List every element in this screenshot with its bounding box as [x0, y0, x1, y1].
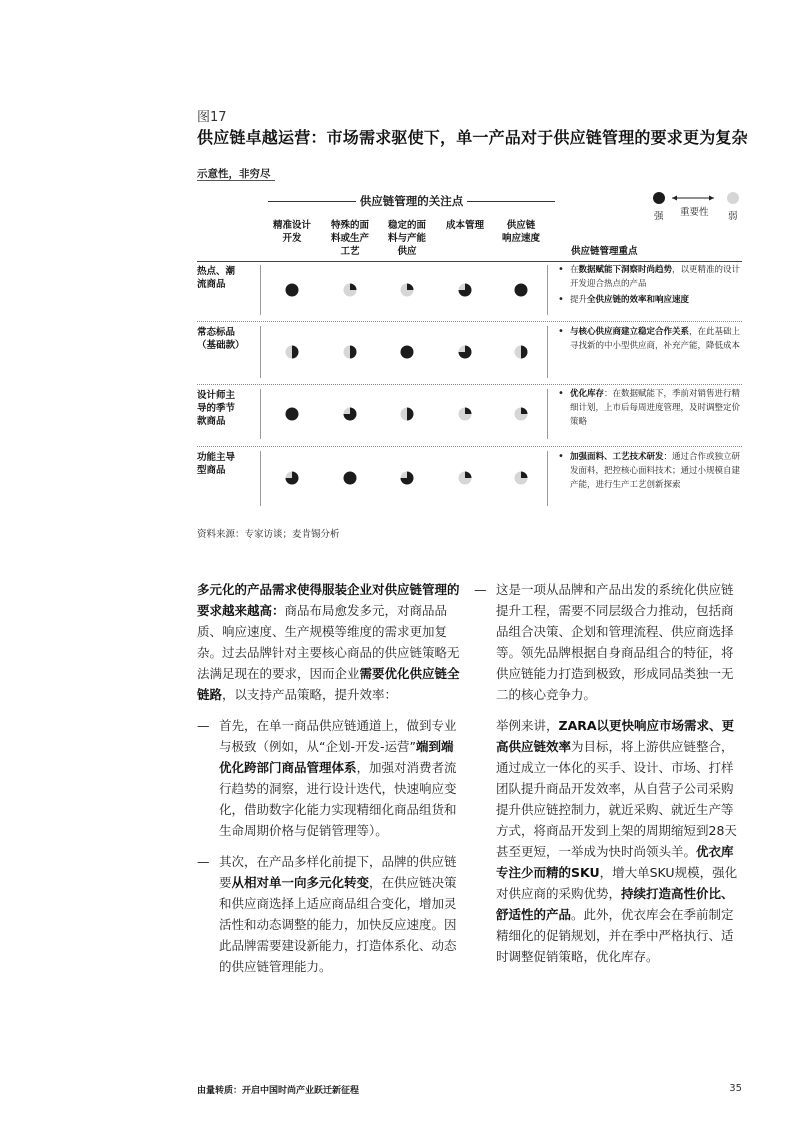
harvey-ball [459, 284, 472, 297]
col-header-line: 工艺 [340, 246, 360, 257]
para-text: ，增大单SKU规模，强化对供应商的采购优势， [496, 865, 738, 901]
note-text: 在 [570, 265, 579, 275]
example-paragraph [474, 715, 744, 967]
item-emphasis: 端到端优化跨部门商品管理体系 [219, 739, 454, 775]
col-header-line: 响应速度 [501, 233, 540, 244]
figure-source: 资料来源：专家访谈；麦肯锡分析 [197, 529, 340, 540]
footer-title: 由量转质：开启中国时尚产业跃迁新征程 [197, 1086, 360, 1096]
row-label-line: 常态标品 [197, 327, 236, 338]
note-bullet [556, 293, 746, 307]
col-header-line: 成本管理 [445, 220, 484, 231]
item-text: 这是一项从品牌和产品出发的系统化供应链提升工程，需要不同层级合力推动，包括商品组合决策、企划和管理流程、供应商选择等。领先品牌根据自身商品组合的特征，将供应链能力打造到极致，形成同品类独一无二的核心竞争力。 [496, 582, 734, 702]
left-column [197, 579, 463, 977]
row-label-line: 款商品 [197, 416, 226, 427]
col-header-line: 供应 [397, 246, 417, 257]
note-emphasis: 优化库存 [570, 389, 605, 399]
note-emphasis: 全供应链的效率和响应速度 [587, 295, 690, 305]
item-text: 其次，在产品多样化前提下，品牌的供应链要 [219, 854, 457, 890]
para-text: 。此外，优衣库会在季前制定精细化的促销规划，并在季中严格执行、适时调整促销策略，优化库存。 [496, 907, 734, 964]
legend-weak-label: 弱 [728, 211, 738, 222]
para-emphasis: 持续打造高性价比、舒适性的产品 [496, 886, 734, 922]
row-notes-basic [556, 325, 746, 353]
harvey-ball [286, 408, 299, 421]
harvey-ball [459, 346, 472, 359]
note-text: ，以更精准的设计开发迎合热点的产品 [570, 265, 741, 289]
page-number: 35 [729, 1083, 742, 1094]
harvey-ball [344, 472, 357, 485]
note-text: ：在数据赋能下，季前对销售进行精细计划，上市后每周进度管理，及时调整定价策略 [570, 389, 741, 427]
row-notes-functional [556, 450, 746, 492]
harvey-ball [344, 284, 357, 297]
harvey-ball [515, 408, 528, 421]
note-bullet [556, 387, 746, 429]
intro-text: 商品布局愈发多元，对商品品质、响应速度、生产规模等维度的需求更加复杂。过去品牌针对主要核心商品的供应链策略无法满足现在的要求，因而企业 [197, 603, 460, 681]
col-header-line: 供应链 [506, 220, 536, 231]
note-emphasis: 数据赋能下洞察时尚趋势 [578, 265, 673, 275]
list-item-third [474, 579, 744, 705]
figure-label: 图17 [197, 110, 227, 125]
dash-marker: — [474, 582, 487, 597]
note-bullet [556, 263, 746, 291]
figure-subtitle: 示意性，非穷尽 [197, 168, 271, 180]
right-column [474, 579, 744, 967]
row-label-line: 功能主导 [197, 452, 236, 463]
row-label-line: 导的季节 [197, 403, 236, 414]
note-emphasis: 加强面料、工艺技术研发 [570, 452, 664, 462]
intro-emphasis: 多元化的产品需求使得服装企业对供应链管理的要求越来越高： [197, 582, 460, 618]
harvey-ball [459, 472, 472, 485]
para-text: 为目标，将上游供应链整合，通过成立一体化的买手、设计、市场、打样团队提升商品开发效率，从自营子公司采购提升供应链控制力，就近采购、就近生产等方式，将商品开发到上架的周期缩短到28天甚至更短，一举成为快时尚领头羊。 [496, 739, 737, 859]
harvey-ball [515, 472, 528, 485]
list-item-first [197, 715, 463, 841]
legend-strong-label: 强 [654, 211, 664, 222]
notes-header: 供应链管理重点 [571, 246, 638, 257]
note-bullet [556, 325, 746, 353]
harvey-ball [401, 346, 414, 359]
para-text: 举例来讲， [496, 718, 559, 733]
harvey-ball [286, 284, 299, 297]
note-text: 提升 [570, 295, 588, 305]
harvey-ball [515, 284, 528, 297]
para-emphasis: ZARA以更快响应市场需求、更高供应链效率 [496, 718, 735, 754]
row-label-line: 设计师主 [197, 390, 236, 401]
list-item-second [197, 851, 463, 977]
item-text: ，在供应链决策和供应商选择上适应商品组合变化，增加灵活性和动态调整的能力，加快反应速度。因此品牌需要建设新能力，打造体系化、动态的供应链管理能力。 [219, 875, 457, 974]
note-text: ，在此基础上寻找新的中小型供应商，补充产能，降低成本 [570, 327, 741, 351]
figure-title: 供应链卓越运营：市场需求驱使下，单一产品对于供应链管理的要求更为复杂 [197, 128, 748, 147]
harvey-ball [401, 408, 414, 421]
harvey-ball [401, 284, 414, 297]
intro-emphasis: 需要优化供应链全链路 [197, 666, 460, 702]
harvey-ball [344, 408, 357, 421]
harvey-ball [344, 346, 357, 359]
row-notes-designer [556, 387, 746, 429]
col-header-line: 料或生产 [330, 233, 369, 244]
dash-marker: — [197, 854, 210, 869]
harvey-ball [401, 472, 414, 485]
note-bullet [556, 450, 746, 492]
dash-marker: — [197, 718, 210, 733]
row-label-line: （基础款） [197, 340, 245, 351]
row-label-line: 热点、潮 [197, 266, 236, 277]
row-label-line: 流商品 [197, 279, 226, 290]
note-emphasis: 与核心供应商建立稳定合作关系 [570, 327, 690, 337]
row-label-line: 型商品 [197, 465, 226, 476]
intro-text: ，以支持产品策略，提升效率： [222, 687, 398, 702]
legend-importance-label: 重要性 [680, 207, 709, 218]
item-text: ，加强对消费者流行趋势的洞察，进行设计迭代，快速响应变化，借助数字化能力实现精细化商品组货和生命周期价格与促销管理等）。 [219, 760, 457, 838]
item-text: 首先，在单一商品供应链通道上，做到专业与极致（例如，从“企划-开发-运营” [219, 718, 457, 754]
intro-paragraph [197, 579, 463, 705]
col-header-line: 料与产能 [387, 233, 426, 244]
col-header-line: 精准设计 [272, 220, 311, 231]
harvey-ball [286, 346, 299, 359]
harvey-ball [515, 346, 528, 359]
item-emphasis: 从相对单一向多元化转变 [231, 875, 370, 890]
harvey-ball [286, 472, 299, 485]
para-emphasis: 优衣库专注少而精的SKU [496, 844, 734, 880]
col-header-line: 开发 [282, 233, 302, 244]
row-notes-hot [556, 263, 746, 307]
note-text: ：通过合作或独立研发面料，把控核心面料技术；通过小规模自建产能，进行生产工艺创新探索 [570, 452, 741, 490]
col-header-line: 稳定的面 [387, 220, 426, 231]
focus-header-text: 供应链管理的关注点 [356, 194, 468, 208]
harvey-ball [459, 408, 472, 421]
col-header-line: 特殊的面 [330, 220, 369, 231]
